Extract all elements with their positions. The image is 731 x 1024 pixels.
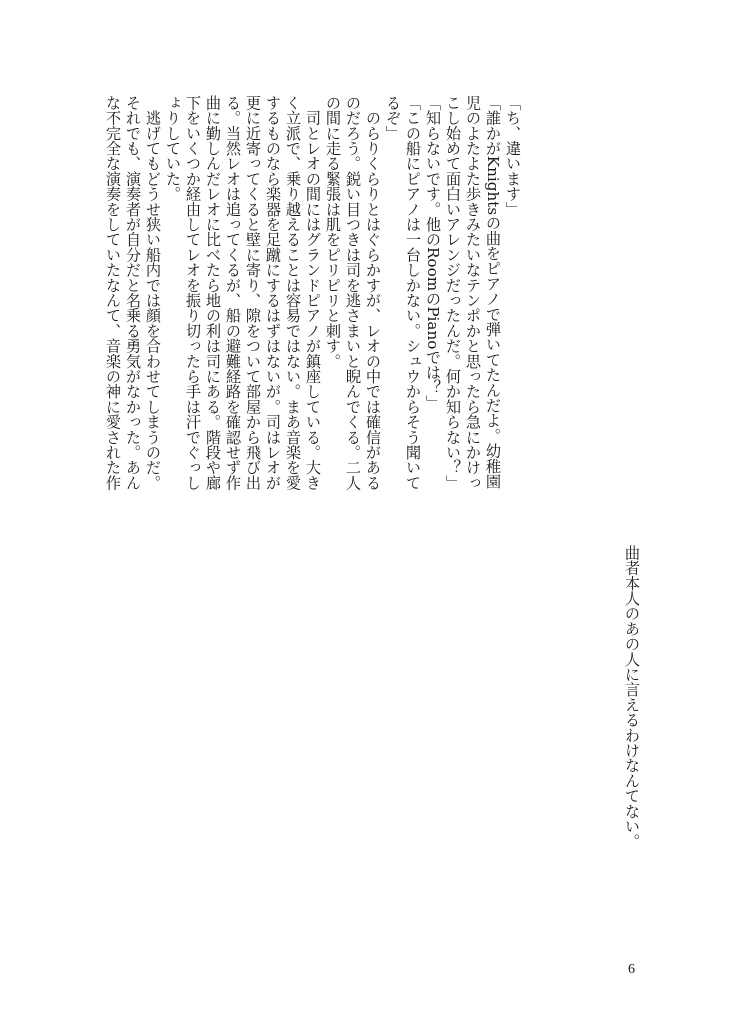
text-line: る。当然レオは追ってくるが、船の避難経路を確認せず作 [224,95,242,491]
text-line: 曲者本人のあの人に言えるわけなんてない。 [623,545,641,849]
text-line: 更に近寄ってくると壁に寄り、隙をついて部屋から飛び出 [244,95,262,491]
text-line: く立派で、乗り越えることは容易ではない。まあ音楽を愛 [284,95,302,491]
body-text [103,95,523,505]
text-line: な不完全な演奏をしていたなんて、音楽の神に愛された作 [104,95,122,491]
text-line: 「誰かがKnightsの曲をピアノで弾いてたんだよ。幼稚園 [484,95,502,489]
continuation-text [622,545,642,945]
text-line: の間に走る緊張は肌をピリピリと刺す。 [324,95,342,369]
text-line: するものなら楽器を足蹴にするはずはないが。司はレオが [264,95,282,491]
text-line: 曲に勤しんだレオに比べたら地の利は司にある。階段や廊 [204,95,222,491]
text-line: 逃げてもどうせ狭い船内では顔を合わせてしまうのだ。 [144,95,162,491]
text-line: それでも、演奏者が自分だと名乗る勇気がなかった。あん [124,95,142,491]
text-line: 「ち、違います」 [504,95,522,217]
text-line: 「知らないです。他のRoomのPianoでは？」 [424,95,442,411]
text-line: 「この船にピアノは一台しかない。シュウからそう聞いて [404,95,422,491]
text-line: るぞ」 [384,95,402,141]
text-line: 司とレオの間にはグランドピアノが鎮座している。大き [304,95,322,491]
text-line: 下をいくつか経由してレオを振り切ったら手は汗でぐっし [184,95,202,491]
page-number: 6 [628,962,635,977]
text-line: こし始めて面白いアレンジだったんだ。何か知らない？」 [444,95,462,491]
text-line: 児のよたよた歩きみたいなテンポかと思ったら急にかけっ [464,95,482,491]
text-line: のらりくらりとはぐらかすが、レオの中では確信がある [364,95,382,491]
text-line: ょりしていた。 [164,95,182,202]
text-line: のだろう。鋭い目つきは司を逃さまいと睨んでくる。二人 [344,95,362,491]
